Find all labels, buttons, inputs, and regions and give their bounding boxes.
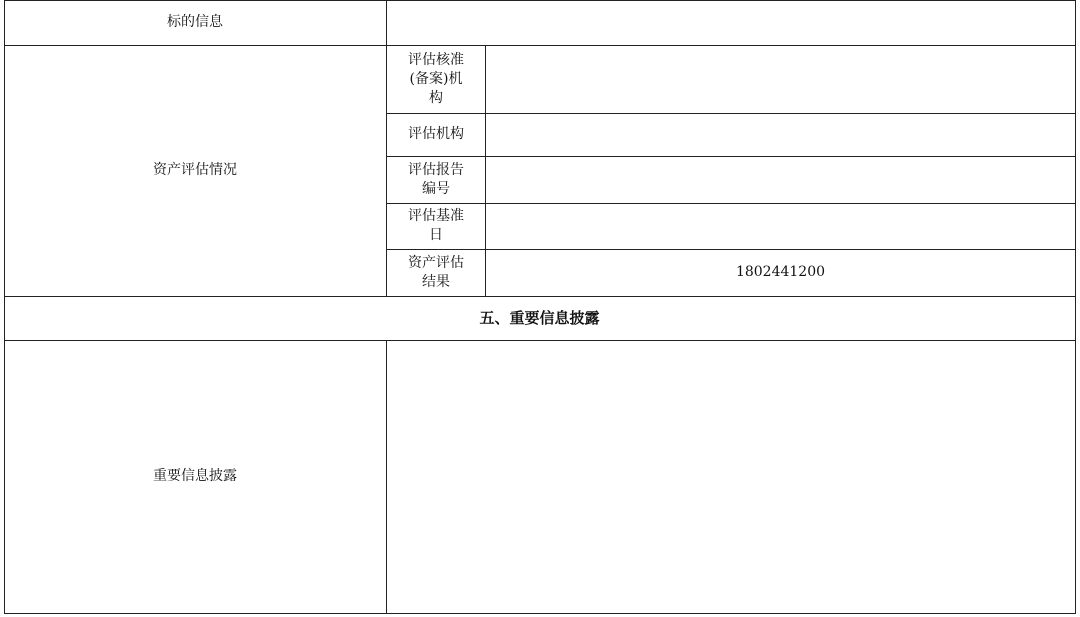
section-title: 五、重要信息披露 [479, 308, 600, 327]
disclosure-line [393, 343, 1073, 363]
base-date-value [486, 203, 1075, 249]
sub-eval-agency-label: 评估机构 [408, 126, 464, 142]
disclosure-line [393, 526, 1073, 546]
sub-base-date-label: 评估基准 日 [408, 208, 464, 243]
disclosure-line [393, 465, 1073, 485]
disclosure-line [393, 546, 1073, 566]
disclosure-line [393, 424, 1073, 444]
disclosure-line [393, 404, 1073, 424]
eval-result-value: 1802441200 [735, 264, 826, 280]
target-info-label: 标的信息 [167, 14, 223, 30]
approval-agency-value [486, 45, 1075, 113]
disclosure-line [393, 566, 1073, 586]
target-info-value [387, 0, 1075, 45]
col-line [386, 340, 387, 614]
sub-approval-agency-label: 评估核准 (备案)机 构 [408, 51, 464, 106]
eval-agency-value [486, 113, 1075, 156]
asset-eval-label: 资产评估情况 [153, 162, 237, 178]
disclosure-line [393, 485, 1073, 505]
disclosure-line [393, 363, 1073, 383]
row-line [4, 613, 1076, 614]
disclosure-text [393, 343, 1073, 607]
sub-report-no-label: 评估报告 编号 [408, 161, 464, 197]
disclosure-line [393, 444, 1073, 464]
disclosure-label: 重要信息披露 [153, 468, 237, 484]
disclosure-line [393, 505, 1073, 525]
disclosure-line [393, 587, 1073, 607]
sub-eval-result-label: 资产评估 结果 [408, 254, 464, 290]
disclosure-line [393, 384, 1073, 404]
report-no-value [486, 156, 1075, 203]
col-line [1075, 0, 1076, 614]
